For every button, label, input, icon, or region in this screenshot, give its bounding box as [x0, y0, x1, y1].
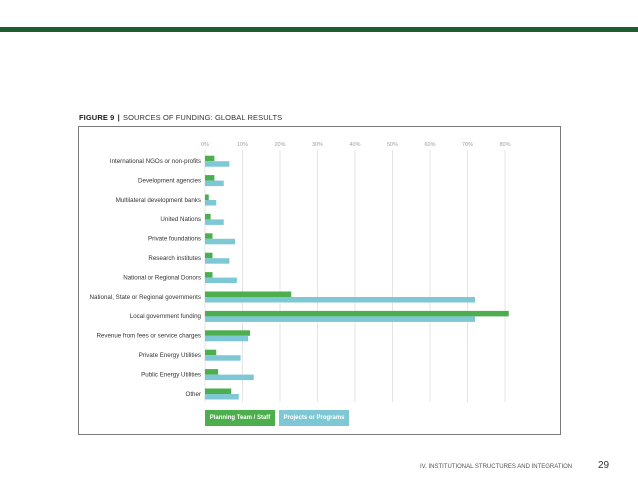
- bar-projects-programs: [205, 258, 229, 264]
- x-tick-label: 50%: [386, 142, 399, 148]
- bar-projects-programs: [205, 200, 216, 206]
- category-label: Revenue from fees or service charges: [96, 332, 201, 340]
- bar-projects-programs: [205, 336, 248, 342]
- x-tick-label: 60%: [424, 142, 436, 148]
- bar-projects-programs: [205, 239, 235, 245]
- legend-planning-team: Planning Team / Staff: [205, 410, 275, 426]
- bar-planning-team: [205, 214, 211, 220]
- bar-planning-team: [205, 292, 291, 298]
- category-label: Multilateral development banks: [115, 196, 201, 204]
- legend-projects-programs: Projects or Programs: [279, 410, 349, 426]
- bar-projects-programs: [205, 278, 237, 284]
- bar-projects-programs: [205, 161, 229, 167]
- bar-projects-programs: [205, 375, 254, 381]
- x-tick-label: 70%: [461, 142, 474, 148]
- bar-planning-team: [205, 253, 213, 259]
- category-label: Research institutes: [148, 255, 201, 262]
- category-label: Other: [185, 390, 201, 398]
- footer-section-title: IV. INSTITUTIONAL STRUCTURES AND INTEGRATION: [420, 464, 573, 470]
- bar-planning-team: [205, 233, 213, 239]
- category-label: Public Energy Utilities: [141, 371, 201, 379]
- bar-planning-team: [205, 311, 509, 317]
- bar-planning-team: [205, 369, 218, 375]
- bar-planning-team: [205, 389, 231, 395]
- bar-projects-programs: [205, 316, 475, 322]
- bar-planning-team: [205, 350, 216, 356]
- bar-projects-programs: [205, 181, 224, 187]
- category-label: Local government funding: [129, 313, 201, 321]
- figure-title-separator: |: [117, 113, 120, 122]
- bar-projects-programs: [205, 297, 475, 303]
- x-tick-label: 20%: [274, 142, 286, 148]
- page-number: 29: [598, 460, 610, 471]
- bar-projects-programs: [205, 394, 239, 400]
- x-tick-label: 0%: [201, 142, 209, 148]
- bar-planning-team: [205, 175, 214, 181]
- x-tick-label: 30%: [311, 142, 324, 148]
- category-label: Private Energy Utilities: [138, 352, 201, 359]
- x-tick-label: 40%: [349, 142, 361, 148]
- bar-projects-programs: [205, 219, 224, 225]
- category-label: United Nations: [160, 216, 201, 224]
- category-label: International NGOs or non-profits: [109, 158, 201, 165]
- bar-planning-team: [205, 330, 250, 336]
- bar-planning-team: [205, 272, 213, 278]
- bar-planning-team: [205, 195, 209, 201]
- figure-title-text: SOURCES OF FUNDING: GLOBAL RESULTS: [122, 113, 283, 122]
- bar-planning-team: [205, 156, 214, 162]
- category-label: Private foundations: [148, 235, 201, 243]
- figure-label: FIGURE 9: [79, 113, 115, 122]
- x-tick-label: 80%: [499, 142, 511, 148]
- category-label: National, State or Regional governments: [89, 293, 201, 301]
- x-tick-label: 10%: [236, 142, 249, 148]
- bar-projects-programs: [205, 355, 241, 361]
- category-label: National or Regional Donors: [123, 274, 201, 282]
- category-label: Development agencies: [138, 177, 201, 185]
